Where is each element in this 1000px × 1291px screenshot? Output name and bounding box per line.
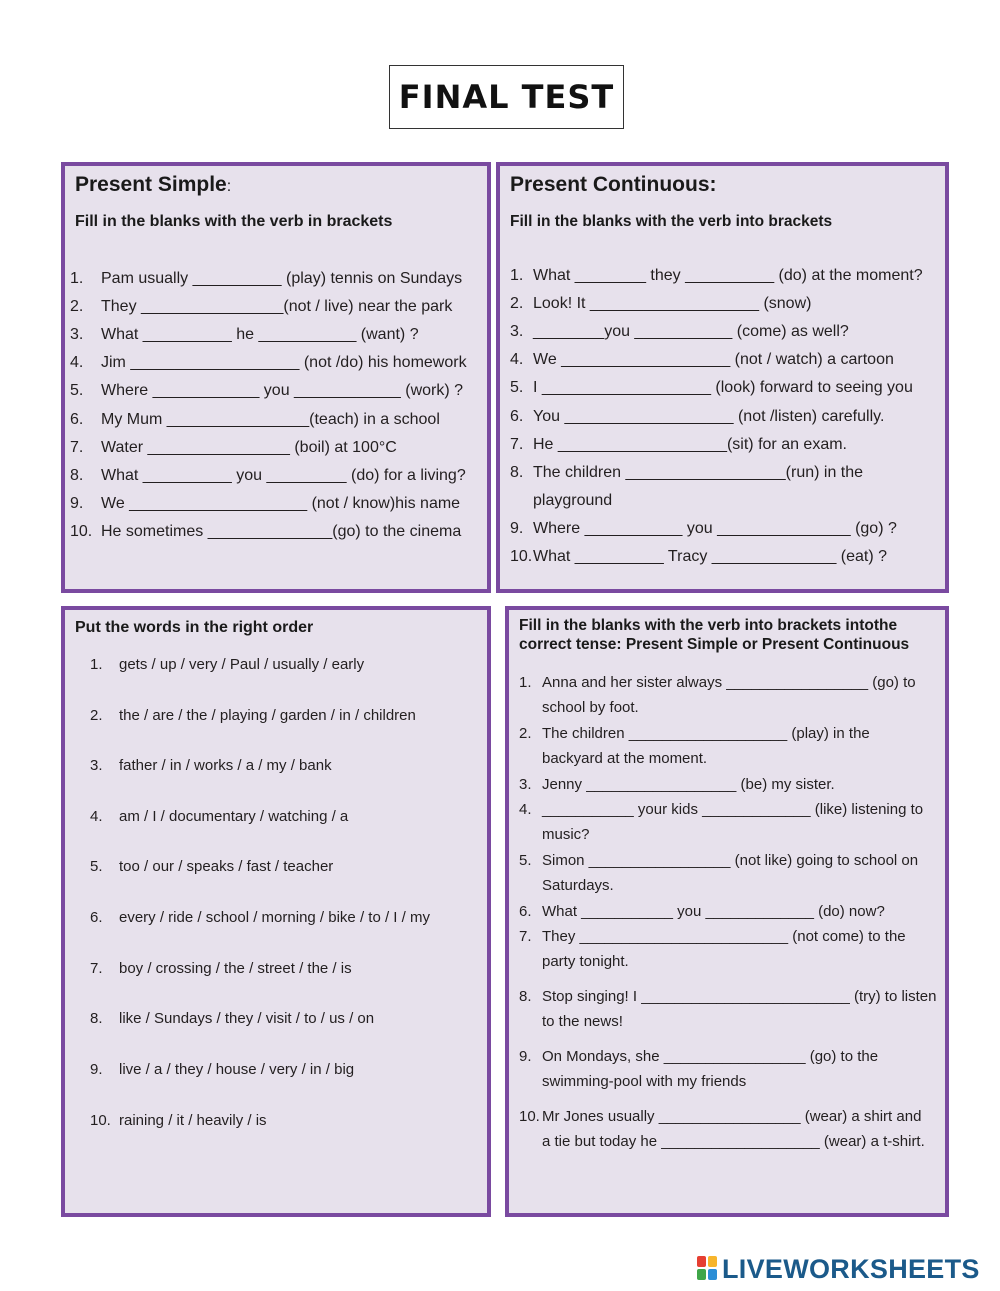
item-text: like / Sundays / they / visit / to / us / on [119,1010,375,1027]
item-text: gets / up / very / Paul / usually / early [119,656,365,673]
item-text: boy / crossing / the / street / the / is [119,960,352,977]
item-continuation: school by foot. [542,699,639,716]
item-text: Anna and her sister always _________________ (go) to [542,674,916,691]
item-number: 6. [90,909,103,926]
item-number: 9. [70,495,84,512]
item-text: the / are / the / playing / garden / in / children [119,707,416,724]
item-number: 6. [519,903,532,920]
page-title: FINAL TEST [398,78,615,116]
item-number: 9. [510,520,524,537]
present-continuous-instruction: Fill in the blanks with the verb into brackets [510,213,833,230]
item-text: live / a / they / house / very / in / big [119,1061,355,1078]
item-number: 8. [519,988,532,1005]
item-number: 5. [519,852,532,869]
item-number: 1. [519,674,532,691]
item-text: Simon _________________ (not like) going to school on [542,852,919,869]
item-number: 10. [90,1112,111,1129]
item-continuation: party tonight. [542,953,629,970]
item-number: 9. [90,1061,103,1078]
item-text: Stop singing! I _________________________ (try) to listen [542,988,937,1005]
present-simple-heading: Present Simple: [75,173,232,196]
present-continuous-heading: Present Continuous: [510,173,717,196]
item-number: 10. [510,548,533,565]
item-number: 3. [90,757,103,774]
item-text: We ____________________ (not / know)his name [101,495,461,512]
item-number: 3. [519,776,532,793]
item-text: every / ride / school / morning / bike / to / I / my [119,909,430,926]
item-number: 2. [70,298,84,315]
item-text: Water ________________ (boil) at 100°C [101,439,397,456]
item-text: The children ___________________ (play) in the [542,725,870,742]
item-text: They _________________________ (not come) to the [542,928,906,945]
item-number: 1. [70,270,84,287]
item-text: too / our / speaks / fast / teacher [119,858,334,875]
item-number: 10. [70,523,93,540]
item-number: 7. [519,928,532,945]
item-text: They ________________(not / live) near the park [101,298,453,315]
item-number: 3. [70,326,84,343]
item-text: The children __________________(run) in the [533,464,864,481]
item-number: 7. [510,436,524,453]
item-number: 2. [90,707,103,724]
mixed-instruction-line1: Fill in the blanks with the verb into brackets intothe [519,617,898,634]
item-text: Jenny __________________ (be) my sister. [542,776,835,793]
item-text: He sometimes ______________(go) to the cinema [101,523,462,540]
item-continuation: swimming-pool with my friends [542,1073,747,1090]
item-continuation: backyard at the moment. [542,750,708,767]
item-number: 1. [90,656,103,673]
item-text: On Mondays, she _________________ (go) to the [542,1048,879,1065]
item-text: What __________ Tracy ______________ (eat) ? [533,548,888,565]
item-number: 7. [90,960,103,977]
item-text: My Mum ________________(teach) in a school [101,411,440,428]
item-text: father / in / works / a / my / bank [119,757,332,774]
item-number: 7. [70,439,84,456]
item-number: 5. [510,379,524,396]
item-text: ___________ your kids _____________ (like) listening to [542,801,924,818]
item-text: He ___________________(sit) for an exam. [533,436,847,453]
item-number: 4. [90,808,103,825]
logo-text: LIVEWORKSHEETS [722,1253,980,1284]
item-text: We ___________________ (not / watch) a cartoon [533,351,894,368]
item-continuation: music? [542,826,590,843]
item-text: Where ____________ you ____________ (work) ? [101,382,464,399]
item-number: 8. [510,464,524,481]
item-text: What ________ they __________ (do) at the moment? [533,267,923,284]
item-number: 3. [510,323,524,340]
item-number: 4. [70,354,84,371]
mixed-instruction-line2: correct tense: Present Simple or Present Continuous [519,636,910,653]
item-number: 6. [510,408,524,425]
item-number: 5. [90,858,103,875]
item-text: Where ___________ you _______________ (go) ? [533,520,897,537]
item-number: 2. [510,295,524,312]
present-simple-instruction: Fill in the blanks with the verb in brackets [75,213,393,230]
item-continuation: to the news! [542,1013,623,1030]
item-number: 8. [90,1010,103,1027]
item-number: 1. [510,267,524,284]
item-text: You ___________________ (not /listen) carefully. [533,408,885,425]
item-continuation: playground [533,492,613,509]
item-continuation: a tie but today he ___________________ (wear) a t-shirt. [542,1133,925,1150]
item-text: Pam usually __________ (play) tennis on Sundays [101,270,463,287]
word-order-panel [61,606,491,1217]
item-number: 4. [519,801,532,818]
item-number: 4. [510,351,524,368]
present-simple-panel [61,162,491,593]
item-text: Look! It ___________________ (snow) [533,295,812,312]
present-continuous-panel [496,162,949,593]
item-text: ________you ___________ (come) as well? [533,323,849,340]
mixed-tense-panel [505,606,949,1217]
item-continuation: Saturdays. [542,877,614,894]
item-text: Mr Jones usually _________________ (wear) a shirt and [542,1108,922,1125]
item-text: What __________ you _________ (do) for a living? [101,467,466,484]
item-text: I ___________________ (look) forward to seeing you [533,379,913,396]
item-text: What ___________ you _____________ (do) now? [542,903,885,920]
liveworksheets-mark-icon [697,1256,719,1282]
item-text: am / I / documentary / watching / a [119,808,349,825]
item-text: Jim ___________________ (not /do) his homework [101,354,467,371]
item-number: 10. [519,1108,540,1125]
item-number: 5. [70,382,84,399]
title-box [389,65,624,129]
item-number: 8. [70,467,84,484]
word-order-instruction: Put the words in the right order [75,619,314,636]
item-number: 2. [519,725,532,742]
item-text: raining / it / heavily / is [119,1112,267,1129]
liveworksheets-logo [697,1253,980,1285]
item-number: 9. [519,1048,532,1065]
item-number: 6. [70,411,84,428]
item-text: What __________ he ___________ (want) ? [101,326,419,343]
